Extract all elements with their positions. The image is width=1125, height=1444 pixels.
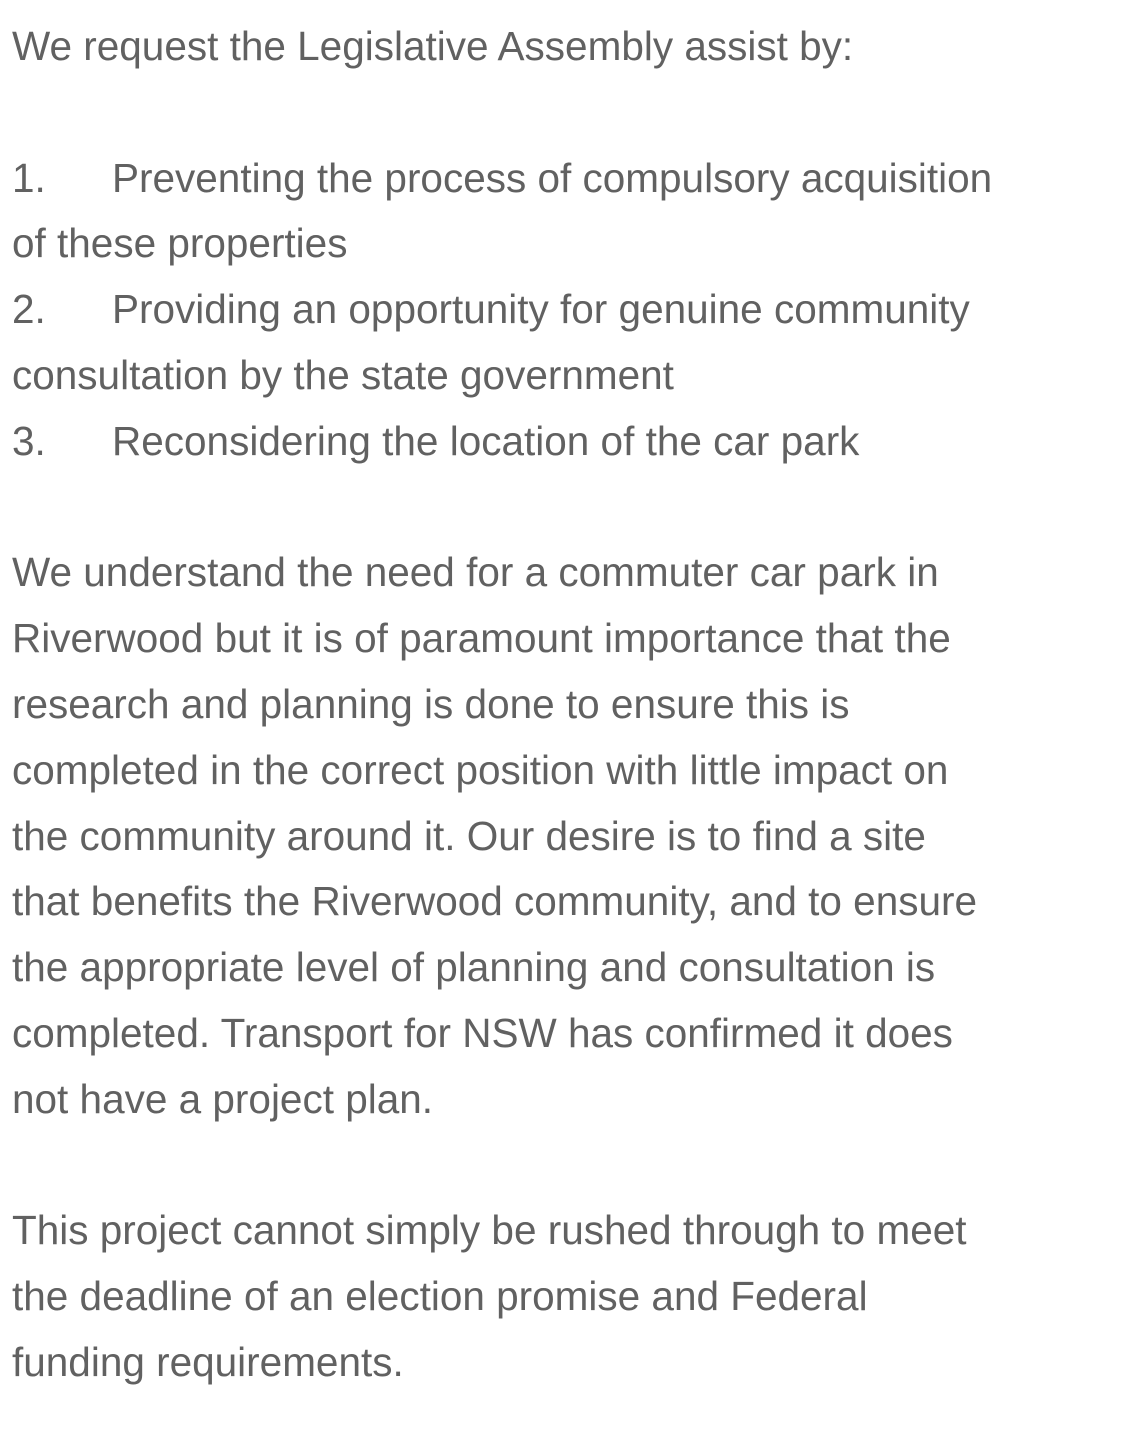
list-item — [12, 277, 1112, 409]
text-line: the deadline of an election promise and Federal — [12, 1273, 868, 1320]
list-item — [12, 409, 1112, 475]
item-text: Providing an opportunity for genuine community — [112, 286, 970, 333]
text-line: the community around it. Our desire is to find a site — [12, 812, 926, 859]
text-line: completed. Transport for NSW has confirmed it does — [12, 1009, 953, 1056]
text-line: Riverwood but it is of paramount importance that the — [12, 615, 951, 662]
list-item — [12, 146, 1112, 278]
item-number: 1. — [12, 154, 46, 201]
text-line: completed in the correct position with little impact on — [12, 746, 949, 793]
spacer — [12, 475, 1112, 541]
text-line: This project cannot simply be rushed through to meet — [12, 1207, 967, 1254]
petition-text — [12, 14, 1112, 1396]
item-number: 3. — [12, 417, 46, 464]
spacer — [12, 1133, 1112, 1199]
spacer — [12, 80, 1112, 146]
text-line: the appropriate level of planning and consultation is — [12, 944, 936, 991]
text-line: not have a project plan. — [12, 1075, 434, 1122]
item-text: Reconsidering the location of the car park — [112, 417, 860, 464]
intro-text: We request the Legislative Assembly assist by: — [12, 23, 854, 69]
item-text: Preventing the process of compulsory acquisition — [112, 154, 993, 201]
text-line: funding requirements. — [12, 1338, 404, 1385]
text-line: research and planning is done to ensure this is — [12, 680, 850, 727]
paragraph-conclusion — [12, 1198, 1112, 1395]
paragraph-rationale — [12, 540, 1112, 1132]
item-text: of these properties — [12, 220, 348, 267]
request-list — [12, 146, 1112, 475]
item-text: consultation by the state government — [12, 351, 674, 398]
text-line: that benefits the Riverwood community, and to ensure — [12, 878, 978, 925]
text-line: We understand the need for a commuter car park in — [12, 549, 939, 596]
item-number: 2. — [12, 286, 46, 333]
